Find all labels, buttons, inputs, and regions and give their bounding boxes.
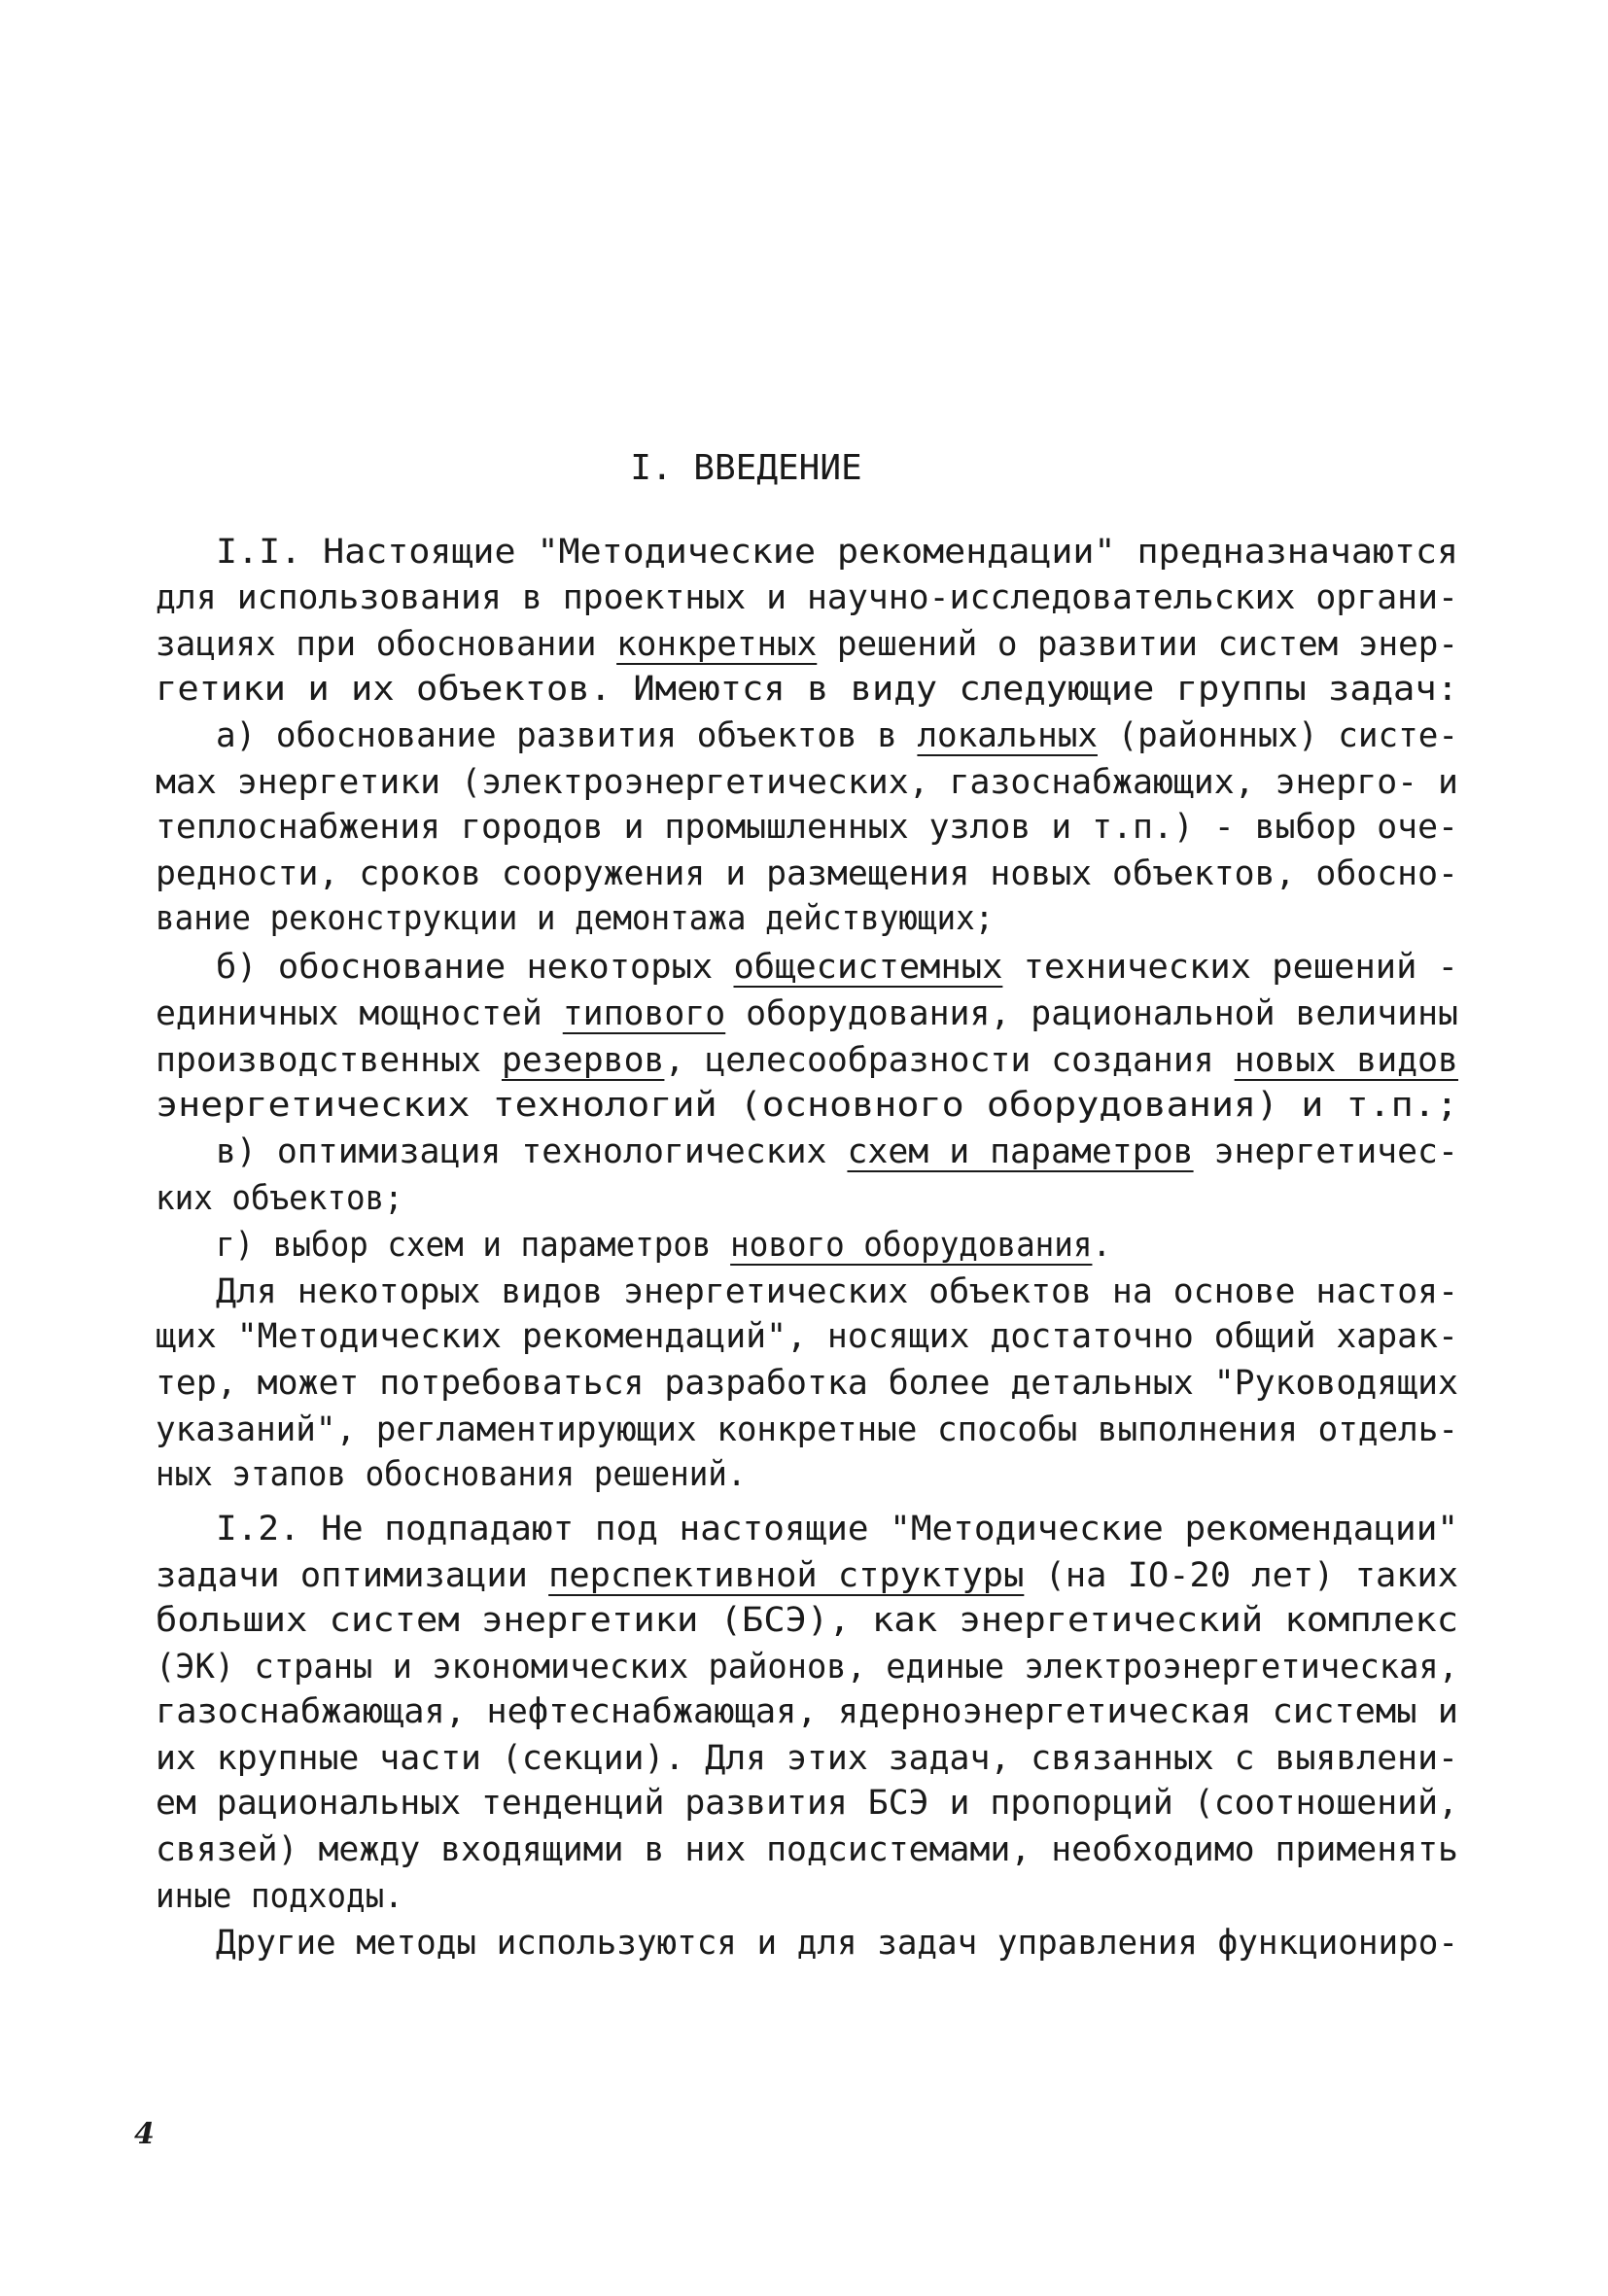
text-line bbox=[156, 1452, 747, 1497]
text-line bbox=[156, 1408, 1458, 1452]
text-segment: , целесообразности создания bbox=[664, 1041, 1235, 1080]
text-segment: для использования в проектных и научно-исследовательских органи- bbox=[156, 578, 1458, 617]
text-line bbox=[216, 1223, 1111, 1268]
text-segment: производственных bbox=[156, 1041, 502, 1080]
text-line bbox=[216, 945, 1458, 990]
underlined-term: общесистемных bbox=[733, 948, 1003, 987]
text-segment: ем рациональных тенденций развития БСЭ и пропорций (соотношений, bbox=[156, 1784, 1458, 1823]
underlined-term: конкретных bbox=[616, 625, 818, 664]
text-line bbox=[156, 1176, 403, 1221]
underlined-term: резервов bbox=[501, 1041, 665, 1080]
text-segment: Другие методы используются и для задач управления функциониро- bbox=[216, 1924, 1458, 1963]
text-line bbox=[156, 1553, 1458, 1598]
text-line bbox=[156, 760, 1458, 805]
text-segment: оборудования, рациональной величины bbox=[725, 994, 1458, 1033]
text-segment: щих "Методических рекомендаций", носящих достаточно общий харак- bbox=[156, 1317, 1458, 1356]
text-segment: ких объектов; bbox=[156, 1179, 403, 1218]
text-segment: энергетических технологий (основного оборудования) и т.п.; bbox=[156, 1086, 1458, 1125]
underlined-term: схем и параметров bbox=[847, 1132, 1194, 1171]
text-segment: гетики и их объектов. Имеются в виду следующие группы задач: bbox=[156, 670, 1459, 709]
text-line bbox=[156, 805, 1458, 850]
text-line bbox=[156, 1736, 1458, 1781]
text-line bbox=[216, 1921, 1458, 1966]
text-segment: технических решений - bbox=[1002, 948, 1458, 987]
text-line bbox=[156, 1083, 1458, 1128]
text-segment: задачи оптимизации bbox=[156, 1556, 549, 1595]
text-segment: теплоснабжения городов и промышленных узлов и т.п.) - выбор оче- bbox=[156, 808, 1458, 847]
underlined-term: типового bbox=[562, 994, 726, 1033]
text-line bbox=[216, 713, 1458, 758]
text-segment: связей) между входящими в них подсистемами, необходимо применять bbox=[156, 1830, 1458, 1869]
text-segment: б) обоснование некоторых bbox=[216, 948, 734, 987]
text-line bbox=[156, 852, 1458, 896]
text-line bbox=[156, 575, 1458, 620]
text-line bbox=[156, 622, 1458, 667]
text-segment: Для некоторых видов энергетических объектов на основе настоя- bbox=[216, 1272, 1459, 1311]
text-segment: мах энергетики (электроэнергетических, газоснабжающих, энерго- и bbox=[156, 763, 1458, 802]
underlined-term: новых видов bbox=[1234, 1041, 1458, 1080]
text-segment: их крупные части (секции). Для этих задач, связанных с выявлени- bbox=[156, 1739, 1458, 1778]
text-line bbox=[156, 1874, 403, 1919]
text-line bbox=[156, 1689, 1458, 1734]
text-line bbox=[156, 1361, 1458, 1406]
text-line bbox=[216, 1130, 1458, 1174]
text-segment: в) оптимизация технологических bbox=[216, 1132, 848, 1171]
text-segment: решений о развитии систем энер- bbox=[817, 625, 1458, 664]
text-segment: (на IO-20 лет) таких bbox=[1024, 1556, 1459, 1595]
underlined-term: локальных bbox=[917, 716, 1098, 755]
text-line bbox=[156, 1645, 1458, 1689]
text-segment: газоснабжающая, нефтеснабжающая, ядерноэнергетическая системы и bbox=[156, 1692, 1459, 1731]
text-segment: зациях при обосновании bbox=[156, 625, 617, 664]
text-line bbox=[156, 1038, 1458, 1083]
text-line bbox=[216, 1270, 1458, 1314]
text-segment: I.2. Не подпадают под настоящие "Методические рекомендации" bbox=[216, 1510, 1459, 1548]
text-line bbox=[156, 1598, 1458, 1643]
text-line bbox=[156, 667, 1458, 712]
text-line bbox=[156, 1781, 1458, 1826]
text-segment: иные подходы. bbox=[156, 1877, 403, 1916]
text-segment: вание реконструкции и демонтажа действующих; bbox=[156, 899, 995, 938]
underlined-term: перспективной структуры bbox=[548, 1556, 1025, 1595]
text-segment: (районных) систе- bbox=[1097, 716, 1458, 755]
text-line bbox=[156, 991, 1458, 1036]
section-heading: I. ВВЕДЕНИЕ bbox=[630, 448, 862, 488]
text-segment: энергетичес- bbox=[1193, 1132, 1458, 1171]
text-segment: тер, может потребоваться разработка более детальных "Руководящих bbox=[156, 1364, 1458, 1403]
text-segment: а) обоснование развития объектов в bbox=[216, 716, 918, 755]
text-segment: I.I. Настоящие "Методические рекомендации" предназначаются bbox=[216, 533, 1459, 572]
text-line bbox=[216, 530, 1458, 574]
text-segment: . bbox=[1092, 1226, 1112, 1265]
text-segment: (ЭК) страны и экономических районов, единые электроэнергетическая, bbox=[156, 1648, 1458, 1687]
text-segment: указаний", регламентирующих конкретные способы выполнения отдель- bbox=[156, 1410, 1458, 1449]
text-line bbox=[216, 1507, 1458, 1551]
page-number: 4 bbox=[134, 2117, 155, 2151]
text-segment: единичных мощностей bbox=[156, 994, 563, 1033]
text-segment: больших систем энергетики (БСЭ), как энергетический комплекс bbox=[156, 1601, 1459, 1640]
text-line bbox=[156, 1314, 1458, 1359]
text-segment: редности, сроков сооружения и размещения новых объектов, обосно- bbox=[156, 854, 1458, 893]
underlined-term: нового оборудования bbox=[730, 1226, 1093, 1265]
text-segment: г) выбор схем и параметров bbox=[216, 1226, 731, 1265]
text-line bbox=[156, 896, 994, 941]
text-line bbox=[156, 1827, 1458, 1872]
text-segment: ных этапов обоснования решений. bbox=[156, 1455, 747, 1494]
